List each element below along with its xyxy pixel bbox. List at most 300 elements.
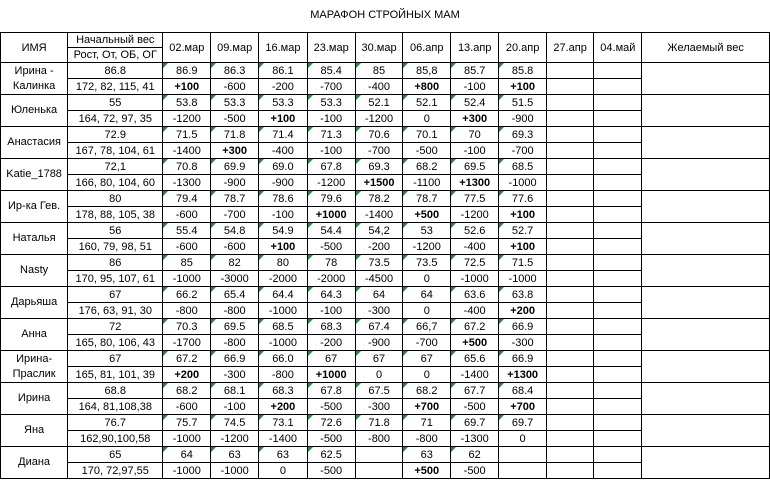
participant-name: Ирина [1, 383, 68, 415]
delta-cell: -700 [211, 207, 259, 223]
target-weight-cell [642, 415, 770, 447]
delta-cell: -1000 [499, 175, 547, 191]
delta-cell [546, 111, 594, 127]
weight-cell [594, 319, 642, 335]
body-params: 178, 88, 105, 38 [68, 207, 163, 223]
delta-cell: -100 [451, 143, 499, 159]
start-weight: 67 [68, 351, 163, 367]
delta-cell: -400 [451, 239, 499, 255]
participant-name: Ирина-Праслик [1, 351, 68, 383]
delta-cell: -1200 [211, 431, 259, 447]
weight-cell: 77.5 [451, 191, 499, 207]
weight-cell [594, 63, 642, 79]
weight-cell: 71.5 [499, 255, 547, 271]
delta-cell: -900 [355, 335, 403, 351]
table-body [1, 63, 770, 479]
weight-cell [355, 447, 403, 463]
delta-cell: -100 [451, 79, 499, 95]
participant-name: Katie_1788 [1, 159, 68, 191]
delta-cell: 0 [403, 303, 451, 319]
delta-cell: -1200 [163, 111, 211, 127]
delta-cell: -500 [307, 399, 355, 415]
delta-cell: -1000 [211, 463, 259, 479]
delta-cell: +500 [403, 463, 451, 479]
weight-cell: 80 [259, 255, 308, 271]
delta-cell: +500 [403, 207, 451, 223]
weight-cell: 77.6 [499, 191, 547, 207]
delta-cell: -800 [403, 431, 451, 447]
delta-cell: -1200 [451, 207, 499, 223]
start-weight: 86 [68, 255, 163, 271]
delta-cell: +1300 [451, 175, 499, 191]
table-row [1, 63, 770, 79]
delta-cell [355, 463, 403, 479]
table-row [1, 351, 770, 367]
start-weight: 56 [68, 223, 163, 239]
delta-cell: 0 [355, 367, 403, 383]
start-weight: 72 [68, 319, 163, 335]
weight-cell: 73.5 [403, 255, 451, 271]
weight-cell: 54,2 [355, 223, 403, 239]
weight-cell: 52.6 [451, 223, 499, 239]
weight-cell: 78 [307, 255, 355, 271]
weight-cell: 68.2 [403, 383, 451, 399]
delta-cell: -1400 [355, 207, 403, 223]
delta-cell: +1000 [307, 367, 355, 383]
weight-cell: 68.5 [259, 319, 308, 335]
header-date: 27.апр [546, 33, 594, 63]
weight-cell [594, 415, 642, 431]
header-date: 13.апр [451, 33, 499, 63]
weight-cell: 71.4 [259, 127, 308, 143]
weight-cell: 78.7 [211, 191, 259, 207]
table-row [1, 223, 770, 239]
weight-cell: 53.3 [259, 95, 308, 111]
weight-cell: 52.4 [451, 95, 499, 111]
delta-cell: -400 [355, 79, 403, 95]
delta-cell: +700 [403, 399, 451, 415]
weight-cell: 69.5 [211, 319, 259, 335]
table-row [1, 95, 770, 111]
start-weight: 72.9 [68, 127, 163, 143]
delta-cell: 0 [403, 367, 451, 383]
table-row [1, 319, 770, 335]
header-date: 04.май [594, 33, 642, 63]
body-params: 172, 82, 115, 41 [68, 79, 163, 95]
weight-cell: 66,7 [403, 319, 451, 335]
delta-cell: -300 [499, 335, 547, 351]
weight-cell: 71.8 [355, 415, 403, 431]
delta-cell [546, 271, 594, 287]
delta-cell: +100 [259, 239, 308, 255]
weight-cell: 66.9 [499, 351, 547, 367]
delta-cell: -1400 [451, 367, 499, 383]
weight-cell: 82 [211, 255, 259, 271]
delta-cell [594, 431, 642, 447]
weight-cell: 73.1 [259, 415, 308, 431]
weight-cell: 69.3 [355, 159, 403, 175]
delta-cell: -100 [307, 143, 355, 159]
table-row [1, 255, 770, 271]
delta-cell [594, 207, 642, 223]
weight-cell: 64 [403, 287, 451, 303]
table-row [1, 127, 770, 143]
weight-cell: 70 [451, 127, 499, 143]
weight-cell: 86.1 [259, 63, 308, 79]
weight-cell: 85.8 [499, 63, 547, 79]
header-date: 09.мар [211, 33, 259, 63]
delta-cell: -1000 [499, 271, 547, 287]
delta-cell [499, 463, 547, 479]
weight-cell: 53 [403, 223, 451, 239]
table-row [1, 159, 770, 175]
weight-cell: 52.7 [499, 223, 547, 239]
weight-cell: 63.6 [451, 287, 499, 303]
weight-cell [546, 383, 594, 399]
weight-cell: 70.8 [163, 159, 211, 175]
target-weight-cell [642, 191, 770, 223]
delta-cell: -3000 [211, 271, 259, 287]
weight-cell: 69.3 [499, 127, 547, 143]
weight-cell [546, 415, 594, 431]
delta-cell: -200 [259, 79, 308, 95]
delta-cell: +500 [451, 335, 499, 351]
delta-cell: +200 [259, 399, 308, 415]
delta-cell: +100 [499, 239, 547, 255]
delta-cell: +100 [259, 111, 308, 127]
participant-name: Анна [1, 319, 68, 351]
table-row [1, 287, 770, 303]
delta-cell: -600 [163, 239, 211, 255]
start-weight: 72,1 [68, 159, 163, 175]
body-params: 165, 80, 106, 43 [68, 335, 163, 351]
body-params: 162,90,100,58 [68, 431, 163, 447]
weight-cell [499, 447, 547, 463]
weight-cell: 67 [403, 351, 451, 367]
header-target: Желаемый вес [642, 33, 770, 63]
participant-name: Анастасия [1, 127, 68, 159]
weight-cell [546, 287, 594, 303]
body-params: 164, 72, 97, 35 [68, 111, 163, 127]
body-params: 170, 72,97,55 [68, 463, 163, 479]
weight-cell [546, 351, 594, 367]
weight-cell: 67.2 [451, 319, 499, 335]
delta-cell [594, 271, 642, 287]
delta-cell: -1700 [163, 335, 211, 351]
weight-cell: 85 [163, 255, 211, 271]
weight-cell: 64 [355, 287, 403, 303]
delta-cell: -1200 [403, 239, 451, 255]
weight-cell: 54.8 [211, 223, 259, 239]
delta-cell: -500 [307, 431, 355, 447]
weight-cell: 78.2 [355, 191, 403, 207]
delta-cell: -600 [163, 207, 211, 223]
weight-cell: 67.5 [355, 383, 403, 399]
start-weight: 65 [68, 447, 163, 463]
target-weight-cell [642, 63, 770, 95]
target-weight-cell [642, 159, 770, 191]
delta-cell: -1100 [403, 175, 451, 191]
target-weight-cell [642, 351, 770, 383]
weight-cell: 51.5 [499, 95, 547, 111]
delta-cell: -400 [451, 303, 499, 319]
delta-cell [594, 303, 642, 319]
weight-cell: 63.8 [499, 287, 547, 303]
weight-cell [546, 447, 594, 463]
delta-cell: +100 [499, 79, 547, 95]
weight-cell: 64.4 [259, 287, 308, 303]
weight-cell: 63 [403, 447, 451, 463]
delta-cell [546, 431, 594, 447]
weight-cell: 70.6 [355, 127, 403, 143]
weight-cell: 66.2 [163, 287, 211, 303]
weight-cell: 70.3 [163, 319, 211, 335]
weight-cell: 67.4 [355, 319, 403, 335]
weight-cell: 67.2 [163, 351, 211, 367]
weight-cell: 65.6 [451, 351, 499, 367]
delta-cell: -100 [307, 303, 355, 319]
delta-cell [594, 239, 642, 255]
target-weight-cell [642, 383, 770, 415]
delta-cell [546, 207, 594, 223]
sheet-title: МАРАФОН СТРОЙНЫХ МАМ [310, 9, 460, 21]
weight-cell [594, 255, 642, 271]
weight-cell: 62 [451, 447, 499, 463]
weight-cell [594, 223, 642, 239]
weight-cell: 67 [307, 351, 355, 367]
delta-cell: -900 [259, 175, 308, 191]
delta-cell: 0 [403, 271, 451, 287]
delta-cell: -500 [307, 239, 355, 255]
weight-cell: 54.9 [259, 223, 308, 239]
weight-cell: 53.8 [163, 95, 211, 111]
delta-cell [594, 367, 642, 383]
delta-cell: +300 [211, 143, 259, 159]
weight-cell [594, 351, 642, 367]
delta-cell: -4500 [355, 271, 403, 287]
delta-cell: -1200 [355, 111, 403, 127]
weight-cell: 67.8 [307, 383, 355, 399]
weight-cell: 68.4 [499, 383, 547, 399]
header-date: 23.мар [307, 33, 355, 63]
participant-name: Дарьяша [1, 287, 68, 319]
delta-cell: +100 [499, 207, 547, 223]
target-weight-cell [642, 95, 770, 127]
delta-cell: -500 [211, 111, 259, 127]
weight-cell: 85.7 [451, 63, 499, 79]
delta-cell: -800 [211, 303, 259, 319]
delta-cell: 0 [403, 111, 451, 127]
target-weight-cell [642, 287, 770, 319]
table-row [1, 447, 770, 463]
weight-cell: 69.0 [259, 159, 308, 175]
header-date: 16.мар [259, 33, 308, 63]
header-date: 20.апр [499, 33, 547, 63]
delta-cell: +200 [163, 367, 211, 383]
delta-cell: -1000 [259, 303, 308, 319]
weight-cell: 68.3 [307, 319, 355, 335]
weight-cell [546, 319, 594, 335]
weight-cell: 54.4 [307, 223, 355, 239]
table-row [1, 383, 770, 399]
delta-cell: -1000 [163, 463, 211, 479]
delta-cell [594, 111, 642, 127]
weight-cell: 69.7 [499, 415, 547, 431]
delta-cell: -800 [163, 303, 211, 319]
weight-cell: 69.7 [451, 415, 499, 431]
delta-cell [546, 399, 594, 415]
delta-cell: -1000 [163, 271, 211, 287]
delta-cell: +300 [451, 111, 499, 127]
target-weight-cell [642, 223, 770, 255]
delta-cell: -900 [499, 111, 547, 127]
weight-cell [546, 255, 594, 271]
delta-cell: -2000 [307, 271, 355, 287]
header-start-weight: Начальный вес [68, 33, 163, 48]
weight-cell [546, 63, 594, 79]
start-weight: 67 [68, 287, 163, 303]
weight-cell: 68.2 [403, 159, 451, 175]
delta-cell [546, 79, 594, 95]
table-row [1, 191, 770, 207]
delta-cell: -1400 [259, 431, 308, 447]
weight-cell: 68.5 [499, 159, 547, 175]
delta-cell: -900 [211, 175, 259, 191]
weight-cell [594, 287, 642, 303]
participant-name: Ирина - Калинка [1, 63, 68, 95]
weight-cell: 52.1 [355, 95, 403, 111]
weight-cell: 75.7 [163, 415, 211, 431]
weight-cell: 73.5 [355, 255, 403, 271]
weight-cell: 67.7 [451, 383, 499, 399]
weight-cell: 86.3 [211, 63, 259, 79]
delta-cell: -300 [355, 303, 403, 319]
delta-cell [546, 143, 594, 159]
weight-cell [546, 223, 594, 239]
delta-cell [594, 335, 642, 351]
delta-cell: -2000 [259, 271, 308, 287]
weight-cell [594, 127, 642, 143]
weight-cell [594, 447, 642, 463]
delta-cell: +1000 [307, 207, 355, 223]
header-date: 30.мар [355, 33, 403, 63]
weight-cell: 69.9 [211, 159, 259, 175]
weight-cell: 66.9 [211, 351, 259, 367]
delta-cell [546, 175, 594, 191]
weight-cell [546, 159, 594, 175]
delta-cell: +100 [163, 79, 211, 95]
delta-cell: -1000 [163, 431, 211, 447]
weight-cell [546, 191, 594, 207]
weight-cell: 63 [259, 447, 308, 463]
delta-cell [594, 463, 642, 479]
start-weight: 55 [68, 95, 163, 111]
weight-cell [594, 95, 642, 111]
header-row [1, 33, 770, 48]
marathon-table [0, 32, 770, 479]
weight-cell: 62.5 [307, 447, 355, 463]
delta-cell: -100 [307, 111, 355, 127]
weight-cell: 68.1 [211, 383, 259, 399]
delta-cell: -800 [355, 431, 403, 447]
delta-cell: -500 [451, 399, 499, 415]
weight-cell: 79.6 [307, 191, 355, 207]
delta-cell: +200 [499, 303, 547, 319]
start-weight: 68.8 [68, 383, 163, 399]
weight-cell: 52.1 [403, 95, 451, 111]
weight-cell: 78.6 [259, 191, 308, 207]
participant-name: Яна [1, 415, 68, 447]
delta-cell: -800 [259, 367, 308, 383]
delta-cell [546, 463, 594, 479]
weight-cell: 72.5 [451, 255, 499, 271]
delta-cell: -300 [355, 399, 403, 415]
delta-cell: -200 [307, 335, 355, 351]
weight-cell [594, 383, 642, 399]
delta-cell: +1500 [355, 175, 403, 191]
weight-cell: 86.9 [163, 63, 211, 79]
weight-cell: 53.3 [307, 95, 355, 111]
weight-cell: 53.3 [211, 95, 259, 111]
delta-cell: -1300 [163, 175, 211, 191]
weight-cell: 67 [355, 351, 403, 367]
weight-cell: 66.0 [259, 351, 308, 367]
delta-cell: -700 [499, 143, 547, 159]
participant-name: Диана [1, 447, 68, 479]
body-params: 167, 78, 104, 61 [68, 143, 163, 159]
weight-cell: 69.5 [451, 159, 499, 175]
delta-cell: +800 [403, 79, 451, 95]
target-weight-cell [642, 255, 770, 287]
delta-cell: -600 [211, 79, 259, 95]
delta-cell: -500 [307, 463, 355, 479]
body-params: 165, 81, 101, 39 [68, 367, 163, 383]
start-weight: 86.8 [68, 63, 163, 79]
weight-cell [594, 159, 642, 175]
delta-cell [594, 79, 642, 95]
delta-cell: -300 [211, 367, 259, 383]
delta-cell: -700 [403, 335, 451, 351]
delta-cell: 0 [499, 431, 547, 447]
weight-cell: 85 [355, 63, 403, 79]
delta-cell: 0 [259, 463, 308, 479]
delta-cell: -600 [211, 239, 259, 255]
delta-cell: -1300 [451, 431, 499, 447]
body-params: 160, 79, 98, 51 [68, 239, 163, 255]
delta-cell: +1300 [499, 367, 547, 383]
header-params: Рост, От, ОБ, ОГ [68, 48, 163, 63]
delta-cell [594, 143, 642, 159]
delta-cell: -1000 [259, 335, 308, 351]
weight-cell [546, 127, 594, 143]
weight-cell: 71 [403, 415, 451, 431]
body-params: 166, 80, 104, 60 [68, 175, 163, 191]
delta-cell: +700 [499, 399, 547, 415]
target-weight-cell [642, 319, 770, 351]
delta-cell [594, 175, 642, 191]
weight-cell: 68.3 [259, 383, 308, 399]
weight-cell: 72.6 [307, 415, 355, 431]
weight-cell: 78.7 [403, 191, 451, 207]
start-weight: 80 [68, 191, 163, 207]
weight-cell: 85.4 [307, 63, 355, 79]
weight-cell: 70.1 [403, 127, 451, 143]
weight-cell: 71.8 [211, 127, 259, 143]
weight-cell: 74.5 [211, 415, 259, 431]
delta-cell: -100 [211, 399, 259, 415]
delta-cell: -400 [259, 143, 308, 159]
target-weight-cell [642, 127, 770, 159]
